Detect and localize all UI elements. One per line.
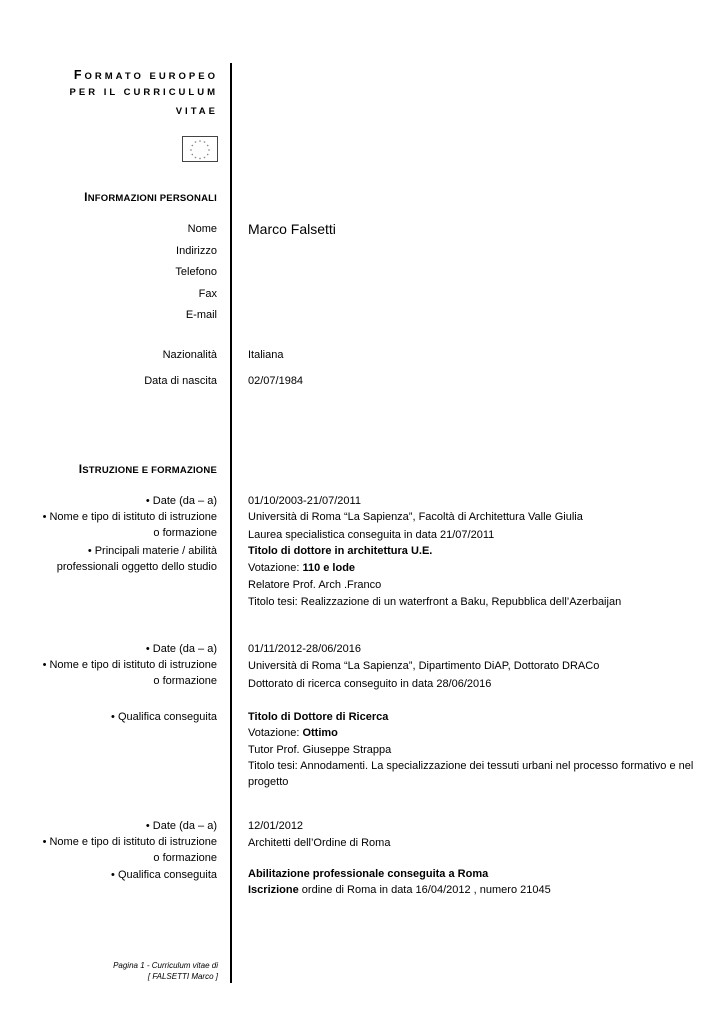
entry3-institution-label: • Nome e tipo di istituto di istruzione <box>42 836 217 848</box>
entry1-supervisor: Relatore Prof. Arch .Franco <box>248 579 382 591</box>
document-title-line-2: PER IL CURRICULUM <box>69 87 218 98</box>
label-address: Indirizzo <box>176 245 217 257</box>
label-nationality: Nazionalità <box>162 349 217 361</box>
entry3-registration: Iscrizione ordine di Roma in data 16/04/2012 , numero 21045 <box>248 884 551 896</box>
label-fax: Fax <box>198 288 217 300</box>
svg-text:*: * <box>208 148 210 154</box>
label-name: Nome <box>187 223 217 235</box>
entry3-date-label: • Date (da – a) <box>145 820 217 832</box>
entry1-date: 01/10/2003-21/07/2011 <box>248 495 361 507</box>
entry1-institution: Università di Roma “La Sapienza”, Facoltà di Architettura Valle Giulia <box>248 511 583 523</box>
label-email: E-mail <box>185 309 217 321</box>
footer-page-label: Pagina 1 - Curriculum vitae di <box>113 961 218 970</box>
entry1-subjects-label-2: professionali oggetto dello studio <box>56 561 217 573</box>
svg-text:*: * <box>199 157 201 161</box>
svg-text:*: * <box>206 144 209 149</box>
document-title-line-3: VITAE <box>175 106 218 117</box>
entry2-date-label: • Date (da – a) <box>145 643 217 655</box>
entry2-title: Titolo di Dottore di Ricerca <box>248 711 389 723</box>
svg-text:*: * <box>190 148 192 154</box>
document-title-line-1: FORMATO EUROPEO <box>73 68 218 82</box>
entry3-qualification: Abilitazione professionale conseguita a Roma <box>248 868 489 880</box>
entry2-degree: Dottorato di ricerca conseguito in data 28/06/2016 <box>248 678 492 690</box>
entry3-qualification-label: • Qualifica conseguita <box>111 869 217 881</box>
entry2-grade: Votazione: Ottimo <box>248 727 338 739</box>
entry2-institution-label: • Nome e tipo di istituto di istruzione <box>42 659 217 671</box>
entry2-date: 01/11/2012-28/06/2016 <box>248 643 361 655</box>
footer-owner-label: [ FALSETTI Marco ] <box>147 972 218 981</box>
entry2-thesis: Titolo tesi: Annodamenti. La specializzazione dei tessuti urbani nel processo formativo e nel <box>248 760 694 772</box>
svg-text:*: * <box>191 153 194 158</box>
entry3-institution: Architetti dell’Ordine di Roma <box>248 837 391 849</box>
section-heading-personal: INFORMAZIONI PERSONALI <box>84 190 217 204</box>
entry1-institution-label-2: o formazione <box>153 527 217 539</box>
eu-stars-icon <box>183 137 217 161</box>
entry2-institution-label-2: o formazione <box>153 675 217 687</box>
entry2-tutor: Tutor Prof. Giuseppe Strappa <box>248 744 392 756</box>
svg-text:*: * <box>206 153 209 158</box>
entry2-thesis-2: progetto <box>248 776 289 788</box>
entry1-date-label: • Date (da – a) <box>145 495 217 507</box>
nationality-value: Italiana <box>248 349 284 361</box>
entry1-institution-label: • Nome e tipo di istituto di istruzione <box>42 511 217 523</box>
entry1-degree: Laurea specialistica conseguita in data 21/07/2011 <box>248 529 495 541</box>
eu-flag-icon <box>182 136 218 162</box>
birthdate-value: 02/07/1984 <box>248 375 304 387</box>
entry1-grade: Votazione: 110 e lode <box>248 562 356 574</box>
entry2-institution: Università di Roma “La Sapienza”, Dipartimento DiAP, Dottorato DRACo <box>248 660 600 672</box>
person-name: Marco Falsetti <box>248 221 336 237</box>
entry3-institution-label-2: o formazione <box>153 852 217 864</box>
svg-text:*: * <box>203 140 206 146</box>
svg-text:*: * <box>203 156 206 161</box>
entry1-title: Titolo di dottore in architettura U.E. <box>248 545 433 557</box>
column-divider <box>230 63 232 983</box>
section-heading-education: ISTRUZIONE E FORMAZIONE <box>78 462 217 476</box>
label-birthdate: Data di nascita <box>144 375 217 387</box>
svg-text:*: * <box>199 139 201 145</box>
entry1-subjects-label: • Principali materie / abilità <box>87 545 217 557</box>
svg-text:*: * <box>191 144 194 149</box>
entry1-thesis: Titolo tesi: Realizzazione di un waterfront a Baku, Repubblica dell’Azerbaijan <box>248 596 622 608</box>
svg-text:*: * <box>194 140 197 146</box>
svg-text:*: * <box>194 156 197 161</box>
entry2-qualification-label: • Qualifica conseguita <box>111 711 217 723</box>
entry3-date: 12/01/2012 <box>248 820 304 832</box>
label-phone: Telefono <box>175 266 217 278</box>
